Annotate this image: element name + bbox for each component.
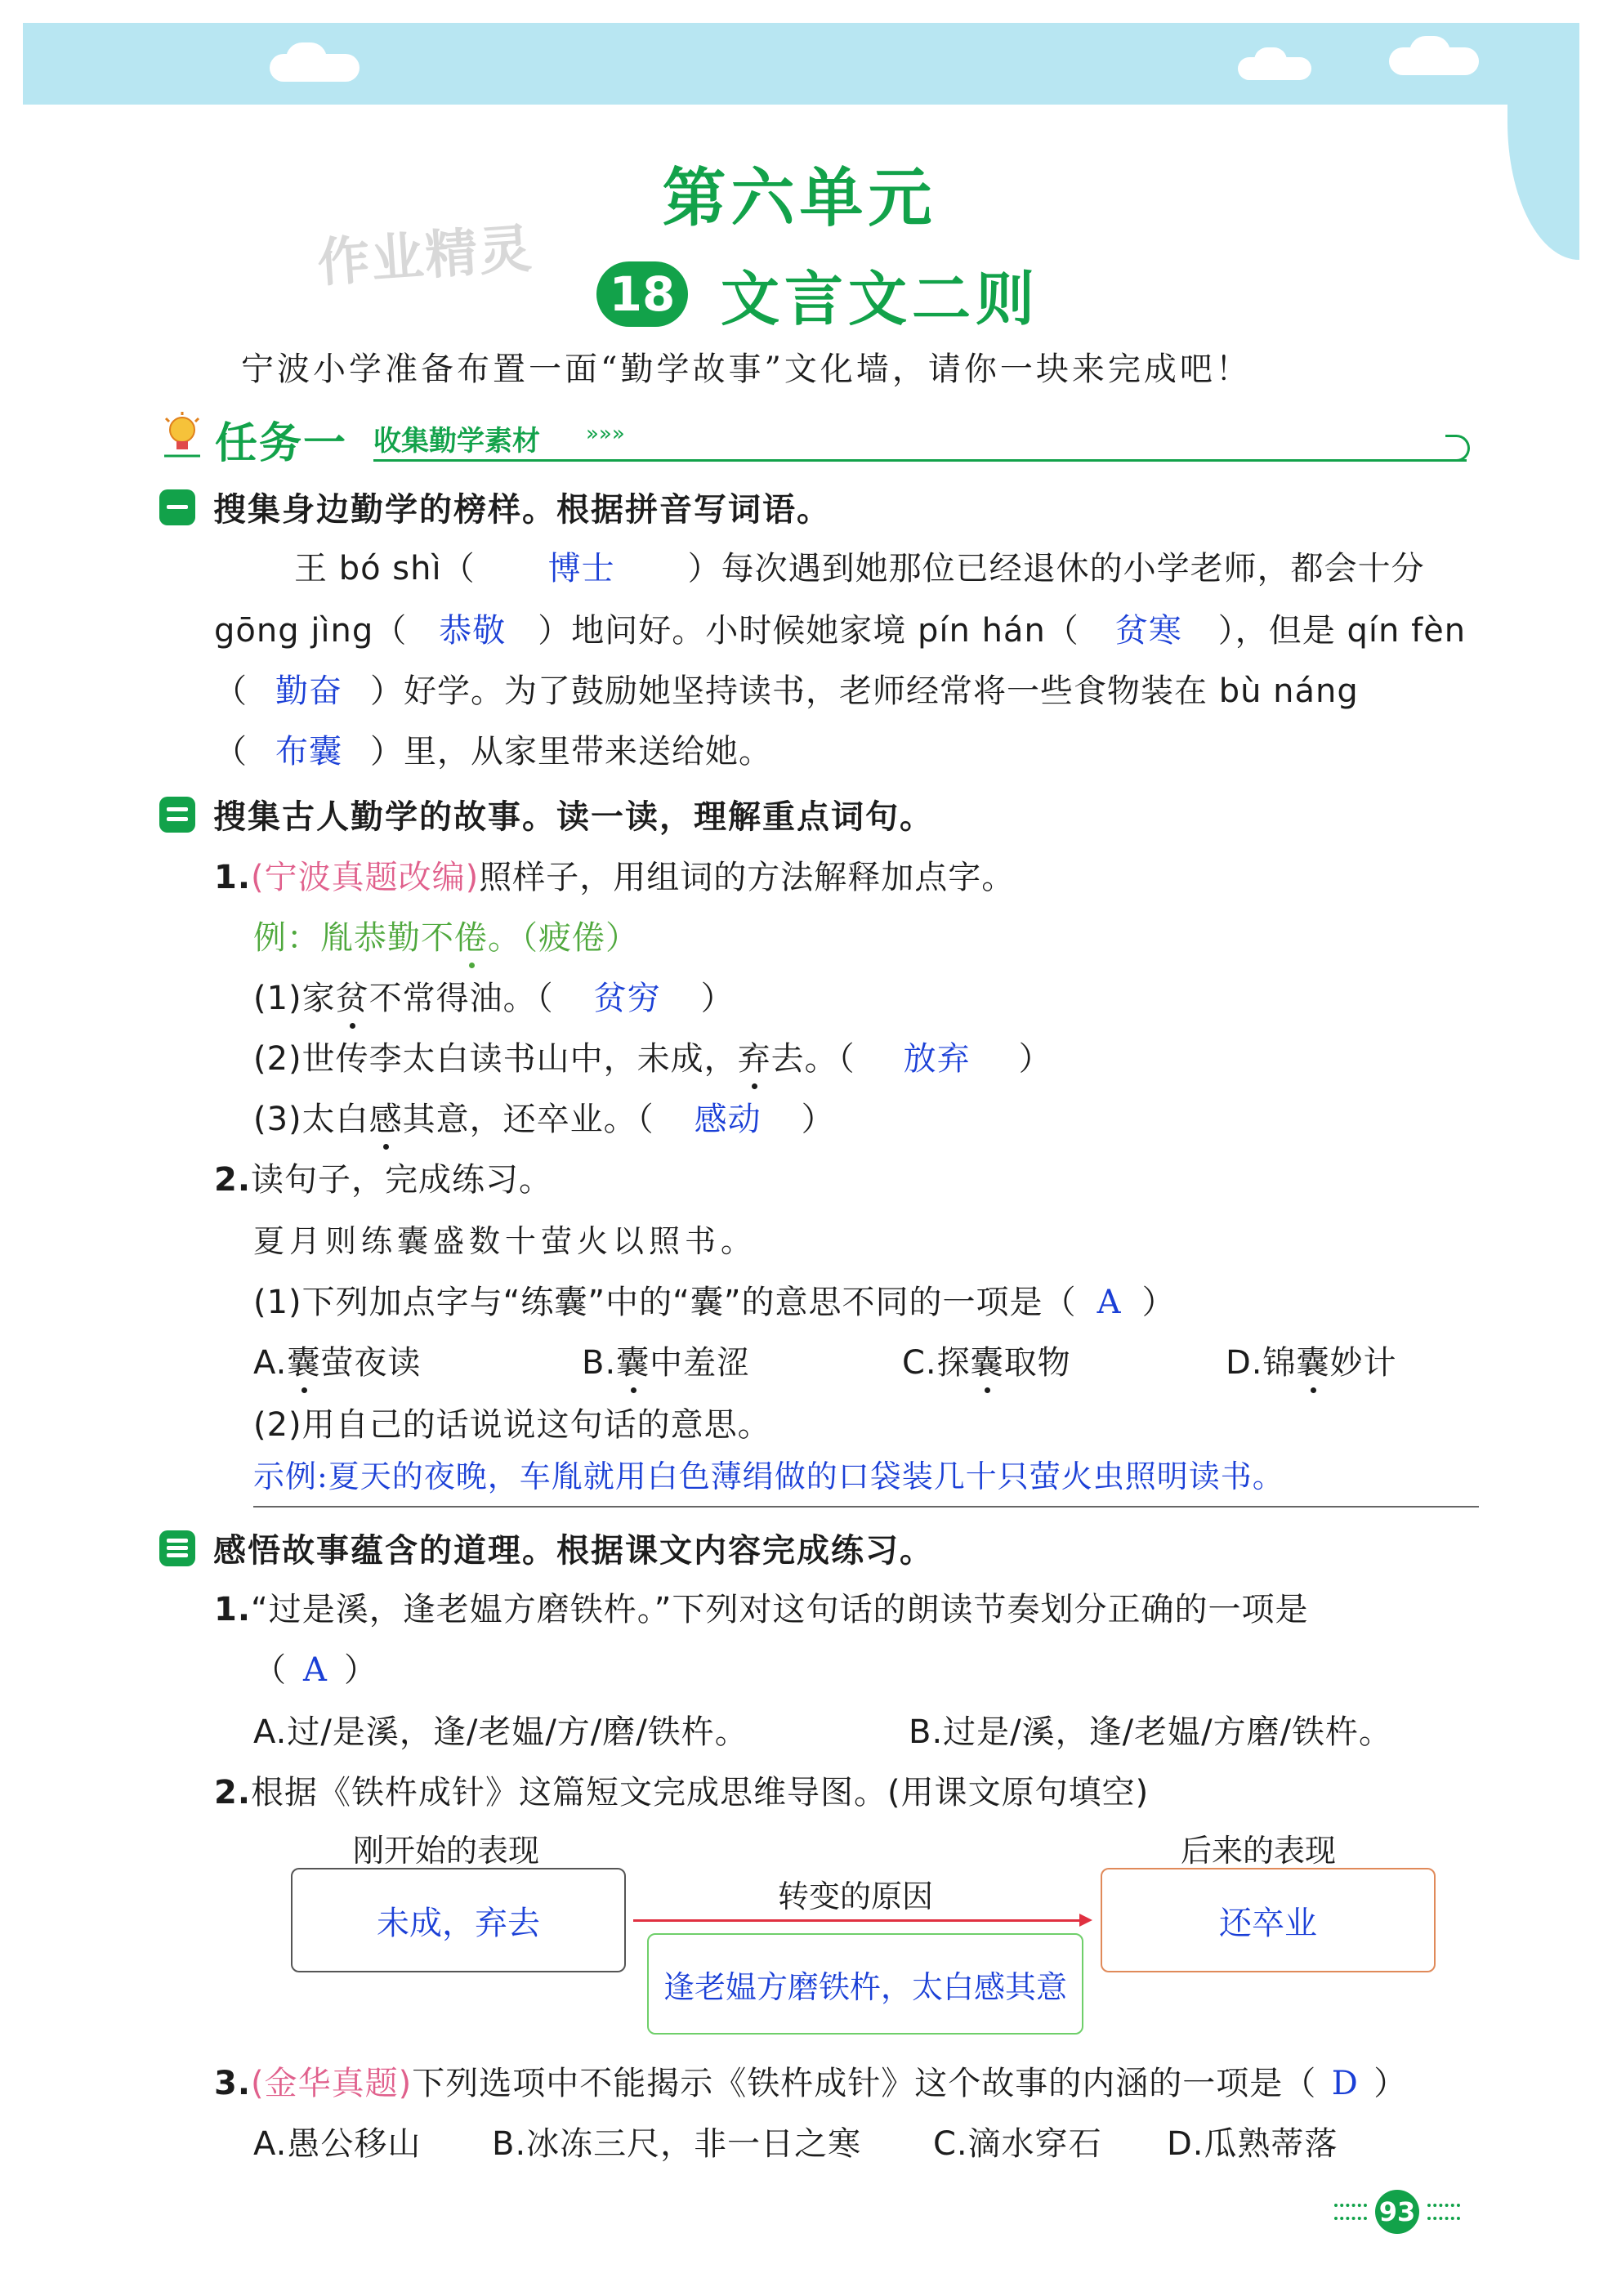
mindmap-arrow	[633, 1919, 1089, 1922]
s3-q3-option-b: B.冰冻三尺，非一日之寒	[492, 2125, 862, 2163]
s1-l3-text-a: （	[214, 672, 248, 710]
s1-answer-3: 贫寒	[1114, 612, 1182, 650]
s2-example-dotted-char: 倦	[454, 912, 488, 958]
s1-line-3	[214, 665, 1359, 712]
s2-q1-number: 1.	[214, 859, 252, 896]
s2-i1-dotted-char: 贫	[336, 972, 369, 1019]
s2-optD-a: D.锦	[1226, 1344, 1297, 1382]
s3-q1-number: 1.	[214, 1591, 252, 1628]
s2-i2-dotted-char: 弃	[738, 1033, 771, 1079]
mindmap-mid-label: 转变的原因	[778, 1878, 934, 1914]
s2-q1	[214, 851, 1015, 898]
s1-line-1	[294, 543, 1425, 589]
s2-q2-option-d	[1226, 1337, 1397, 1383]
s2-optB-b: 中羞涩	[650, 1344, 751, 1382]
s2-i3-dotted-char: 感	[369, 1093, 403, 1140]
s2-q1-source: (宁波真题改编)	[251, 859, 480, 896]
s2-q1-example	[253, 912, 639, 958]
lesson-header	[596, 260, 1040, 333]
s2-q1-item-3	[253, 1093, 835, 1140]
s3-q3-number: 3.	[214, 2065, 252, 2102]
s1-l2-text-b: ）地问好。小时候她家境 pín hán（	[538, 612, 1079, 650]
s2-q2-sentence: 夏月则练囊盛数十萤火以照书。	[253, 1223, 757, 1259]
s2-i3-a: (3)太白	[253, 1101, 369, 1138]
s2-optA-b: 萤夜读	[320, 1344, 422, 1382]
s2-optC-dotted: 囊	[971, 1337, 1004, 1383]
section-1-header	[159, 484, 831, 530]
section-2-header	[159, 791, 934, 838]
s3-q3-option-c: C.滴水穿石	[933, 2125, 1102, 2163]
mindmap-mid-box: 逢老媪方磨铁杵，太白感其意	[647, 1933, 1083, 2035]
section-3-header	[159, 1525, 934, 1571]
s3-q3	[214, 2057, 1407, 2104]
task-underline	[373, 459, 1467, 462]
unit-title: 第六单元	[662, 162, 937, 235]
task-header	[159, 409, 1475, 466]
s2-optC-b: 取物	[1003, 1344, 1071, 1382]
s2-example-b: 。（疲倦）	[488, 919, 639, 957]
s3-q2	[214, 1767, 1149, 1813]
s1-line-2	[214, 605, 1466, 651]
s2-i3-b: 其意，还卒业。（	[402, 1101, 654, 1138]
mindmap-left-box: 未成，弃去	[291, 1868, 626, 1972]
s3-q3-text: 下列选项中不能揭示《铁杵成针》这个故事的内涵的一项是（	[412, 2065, 1317, 2102]
cloud-6	[1409, 36, 1450, 69]
s2-optC-a: C.探	[902, 1344, 971, 1382]
s2-i2-answer: 放弃	[903, 1040, 971, 1078]
s2-i3-answer: 感动	[694, 1101, 762, 1138]
page-number-deco-left	[1334, 2204, 1367, 2220]
s1-answer-1: 博士	[547, 550, 615, 587]
s1-l1-text-a: 王 bó shì（	[294, 550, 476, 587]
s1-l4-text-b: ）里，从家里带来送给她。	[370, 733, 772, 771]
s1-l3-text-b: ）好学。为了鼓励她坚持读书，老师经常将一些食物装在 bù náng	[370, 672, 1359, 710]
s2-q2-answer: 示例:夏天的夜晚，车胤就用白色薄绢做的口袋装几十只萤火虫照明读书。	[253, 1458, 1284, 1494]
s2-q2-sub1	[253, 1276, 1176, 1323]
s2-q2-sub1-answer: A	[1097, 1284, 1122, 1321]
s3-q2-text: 根据《铁杵成针》这篇短文完成思维导图。(用课文原句填空)	[251, 1774, 1150, 1811]
s2-q2-option-c	[902, 1337, 1071, 1383]
task-arrows: »»»	[586, 422, 625, 446]
task-subtitle: 收集勤学素材	[373, 425, 540, 458]
s2-optB-dotted: 囊	[616, 1337, 650, 1383]
s2-i3-c: ）	[801, 1101, 835, 1138]
s3-q1-option-b: B.过是/溪，逢/老媪/方磨/铁杵。	[909, 1713, 1393, 1751]
s1-l2-text-a: gōng jìng（	[214, 612, 408, 650]
s2-i1-b: 不常得油。（	[368, 980, 554, 1017]
cloud-4	[1254, 47, 1287, 74]
s1-l4-text-a: （	[214, 733, 248, 771]
s3-q3-source: (金华真题)	[251, 2065, 413, 2102]
s3-q3-close: ）	[1373, 2065, 1408, 2102]
s2-i2-a: (2)世传李太白读书山中，未成，	[253, 1040, 738, 1078]
lesson-title: 文言文二则	[721, 265, 1040, 333]
s2-q2-option-b	[582, 1337, 750, 1383]
page-number-value: 93	[1375, 2190, 1419, 2234]
s2-q2-text: 读句子，完成练习。	[251, 1161, 553, 1199]
s2-i2-c: ）	[1018, 1040, 1052, 1078]
watermark: 作业精灵	[315, 218, 535, 295]
section-2-badge	[159, 797, 195, 833]
section-2-title: 搜集古人勤学的故事。读一读，理解重点词句。	[213, 798, 934, 836]
s2-optD-b: 妙计	[1329, 1344, 1397, 1382]
s3-q1-answer: A	[303, 1651, 328, 1689]
s2-i1-answer: 贫穷	[593, 980, 661, 1017]
section-1-badge	[159, 489, 195, 525]
header-sky-band	[23, 23, 1579, 105]
s2-i1-c: ）	[700, 980, 735, 1017]
s2-q2	[214, 1154, 552, 1200]
s3-q1-paren-open: （	[253, 1651, 287, 1689]
s3-q1-option-a: A.过/是溪，逢/老媪/方/磨/铁杵。	[253, 1713, 748, 1751]
intro-text: 宁波小学准备布置一面“勤学故事”文化墙，请你一块来完成吧！	[241, 351, 1252, 388]
s2-q2-sub1-text: (1)下列加点字与“练囊”中的“囊”的意思不同的一项是（	[253, 1284, 1077, 1321]
section-1-title: 搜集身边勤学的榜样。根据拼音写词语。	[213, 491, 831, 529]
s2-q1-item-1	[253, 972, 735, 1019]
s3-q3-answer: D	[1331, 2065, 1359, 2102]
s1-answer-5: 布囊	[275, 733, 342, 771]
section-3-title: 感悟故事蕴含的道理。根据课文内容完成练习。	[213, 1532, 934, 1570]
s3-q1-paren-close: ）	[344, 1651, 377, 1689]
s2-example-a: 例：胤恭勤不	[253, 919, 454, 957]
s1-l1-text-b: ）每次遇到她那位已经退休的小学老师，都会十分	[687, 550, 1425, 587]
s2-optD-dotted: 囊	[1297, 1337, 1330, 1383]
s2-optB-a: B.	[582, 1344, 617, 1382]
s2-q2-sub1-close: ）	[1141, 1284, 1176, 1321]
cloud-2	[286, 42, 327, 75]
s1-answer-4: 勤奋	[275, 672, 342, 710]
mindmap-left-label: 刚开始的表现	[353, 1833, 540, 1869]
mindmap-right-box: 还卒业	[1101, 1868, 1436, 1972]
task-label: 任务一	[215, 419, 348, 468]
s2-q2-sub2: (2)用自己的话说说这句话的意思。	[253, 1406, 771, 1444]
s3-q3-option-d: D.瓜熟蒂落	[1167, 2125, 1338, 2163]
s2-optA-a: A.	[253, 1344, 288, 1382]
s2-q2-number: 2.	[214, 1161, 252, 1199]
s1-line-4	[214, 726, 772, 772]
page-number	[1324, 2190, 1471, 2234]
answer-underline	[253, 1506, 1479, 1508]
s2-q1-item-2	[253, 1033, 1052, 1079]
s2-i1-a: (1)家	[253, 980, 336, 1017]
s2-i2-b: 去。（	[770, 1040, 855, 1078]
s2-q2-option-a	[253, 1337, 421, 1383]
s2-q1-text: 照样子，用组词的方法解释加点字。	[479, 859, 1016, 896]
page-number-deco-right	[1427, 2204, 1460, 2220]
s3-q2-number: 2.	[214, 1774, 252, 1811]
bulb-icon	[159, 410, 205, 461]
s3-q3-option-a: A.愚公移山	[253, 2125, 422, 2163]
s1-answer-2: 恭敬	[439, 612, 507, 650]
mindmap-right-label: 后来的表现	[1181, 1833, 1337, 1869]
task-underline-end	[1445, 435, 1470, 462]
s1-l2-text-c: ），但是 qín fèn	[1217, 612, 1467, 650]
s3-q1-answer-line	[253, 1644, 377, 1691]
s2-optA-dotted: 囊	[287, 1337, 320, 1383]
section-3-badge	[159, 1530, 195, 1566]
s3-q1-text: “过是溪，逢老媪方磨铁杵。”下列对这句话的朗读节奏划分正确的一项是	[251, 1591, 1309, 1628]
s3-q1	[214, 1584, 1308, 1630]
lesson-number: 18	[596, 261, 688, 327]
